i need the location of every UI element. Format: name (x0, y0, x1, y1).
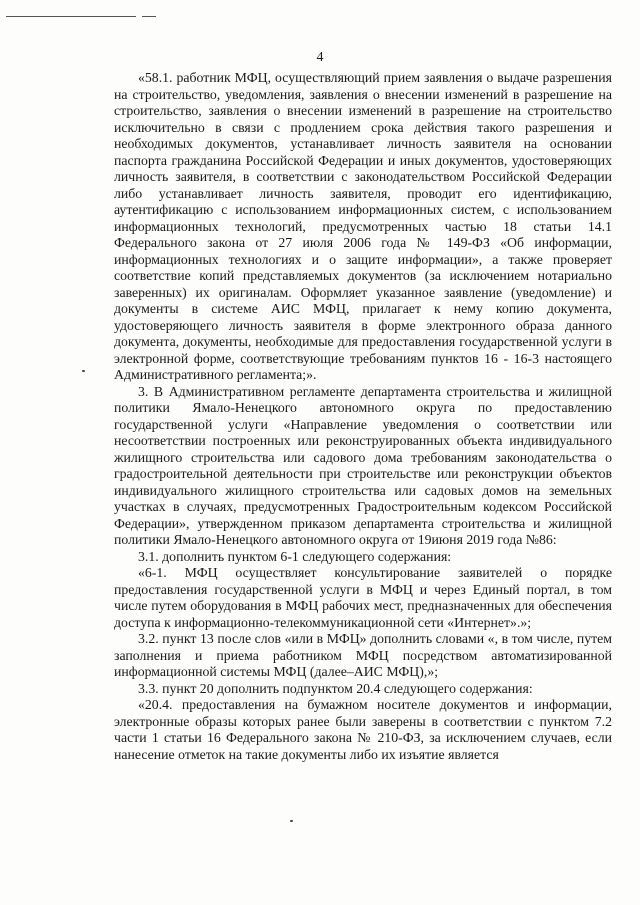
paragraph-6-1: «6-1. МФЦ осуществляет консультирование заявителей о порядке предоставления государственной услуги в МФЦ и через Единый портал, в том числе путем оборудования в МФЦ рабочих мест, предназначенных для обеспечения доступа к информационно-телекоммуникационной сети «Интернет».»; (114, 565, 612, 630)
paragraph-20-4: «20.4. предоставления на бумажном носителе документов и информации, электронные образы которых ранее были заверены в соответствии с пунктом 7.2 части 1 статьи 16 Федерального закона № 210-ФЗ, за исключением случаев, если нанесение отметок на такие документы либо их изъятие является (114, 697, 612, 762)
paragraph-3: 3. В Административном регламенте департамента строительства и жилищной политики Ямало-Ненецкого автономного округа по предоставлению государственной услуги «Направление уведомления о соответствии или несоответствии построенных или реконструированных объекта индивидуального жилищного строительства или садового дома требованиям законодательства о градостроительной деятельности при строительстве или реконструкции объектов индивидуального жилищного строительства или садовых домов на земельных участках в случаях, предусмотренных Градостроительным кодексом Российской Федерации», утвержденном приказом департамента строительства и жилищной политики Ямало-Ненецкого автономного округа от 19июня 2019 года №86: (114, 383, 612, 547)
paragraph-3-1: 3.1. дополнить пунктом 6-1 следующего содержания: (138, 548, 452, 564)
header-rule-fragment (142, 16, 156, 17)
paragraph-58-1: «58.1. работник МФЦ, осуществляющий прием заявления о выдаче разрешения на строительство, уведомления, заявления о внесении изменений в разрешение на строительство, заявления о внесении изменений в разрешение на строительство исключительно в связи с продлением срока действия такого разрешения и необходимых документов, устанавливает личность заявителя на основании паспорта гражданина Российской Федерации и иных документов, удостоверяющих личность заявителя, в соответствии с законодательством Российской Федерации либо устанавливает личность заявителя, проводит его идентификацию, аутентификацию с использованием информационных систем, с использованием информационных технологий, предусмотренных частью 18 статьи 14.1 Федерального закона от 27 июля 2006 года № 149-ФЗ «Об информации, информационных технологиях и о защите информации», а также проверяет соответствие копий представляемых документов (за исключением нотариально заверенных) их оригиналам. Оформляет указанное заявление (уведомление) и документы в системе АИС МФЦ, прилагает к нему копию документа, удостоверяющего личность заявителя в форме электронного образа данного документа, документы, необходимые для предоставления государственной услуги в электронной форме, соответствующие требованиям пунктов 16 - 16-3 настоящего Административного регламента;». (114, 70, 612, 382)
paragraph-3-2: 3.2. пункт 13 после слов «или в МФЦ» дополнить словами «, в том числе, путем заполнения и приема работником МФЦ посредством автоматизированной информационной системы МФЦ (далее–АИС МФЦ),»; (114, 631, 612, 679)
page-number: 4 (316, 50, 324, 65)
document-body (114, 70, 612, 763)
scan-speck (290, 820, 293, 822)
header-rule (6, 16, 136, 17)
scan-speck (82, 370, 85, 372)
paragraph-3-3: 3.3. пункт 20 дополнить подпунктом 20.4 следующего содержания: (138, 680, 533, 696)
